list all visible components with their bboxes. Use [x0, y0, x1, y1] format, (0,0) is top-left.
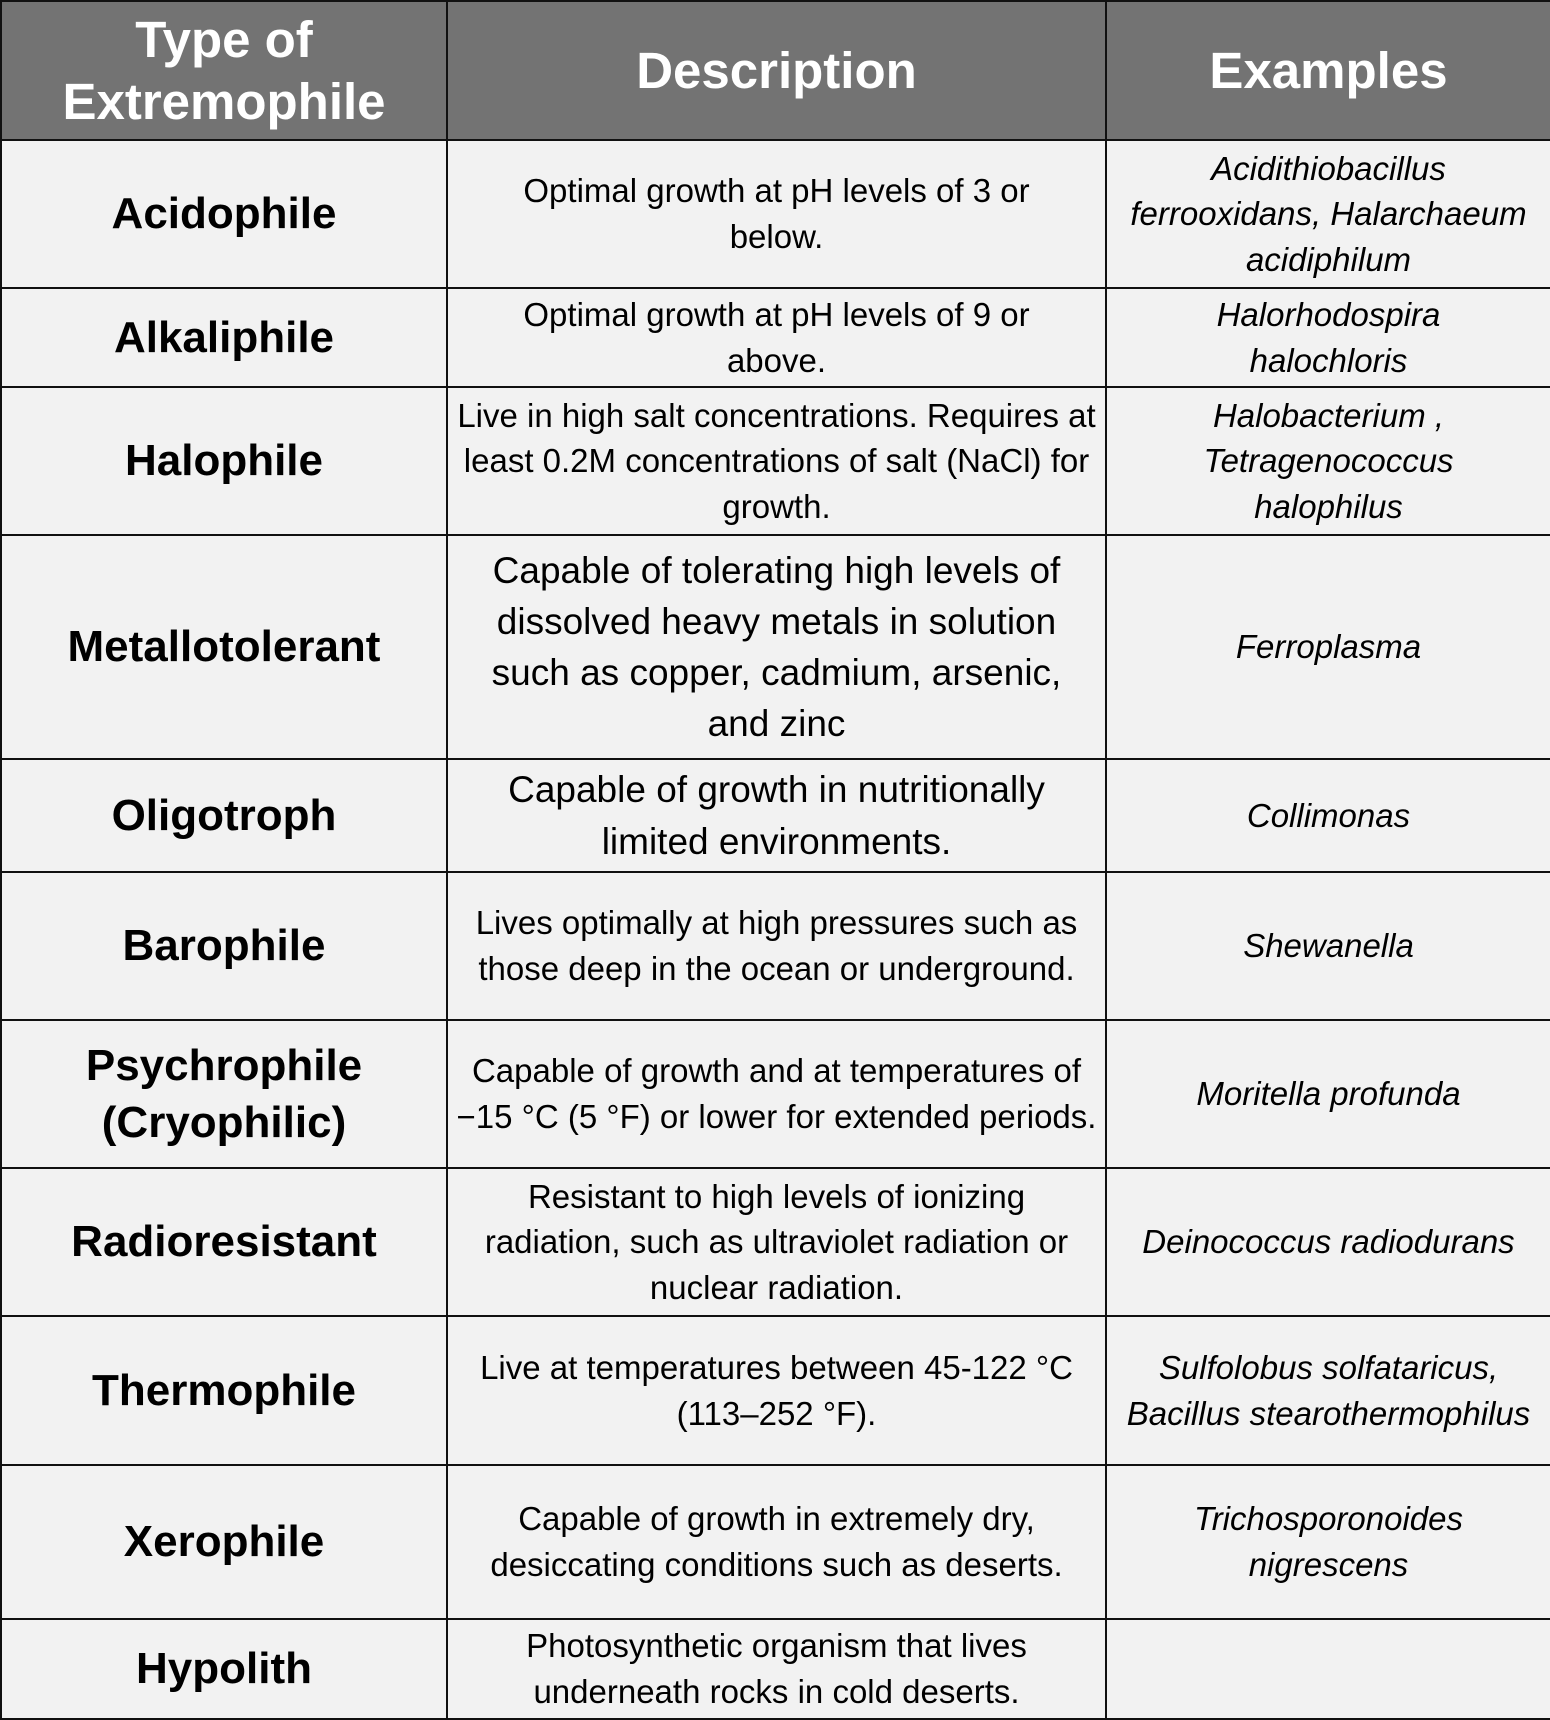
description-cell: Capable of growth in extremely dry, desiccating conditions such as deserts.: [447, 1465, 1106, 1619]
examples-cell: Sulfolobus solfataricus, Bacillus stearothermophilus: [1106, 1316, 1550, 1465]
examples-cell: Trichosporonoides nigrescens: [1106, 1465, 1550, 1619]
examples-cell: Deinococcus radiodurans: [1106, 1168, 1550, 1316]
type-cell: Thermophile: [1, 1316, 447, 1465]
table-row: [1, 387, 1550, 535]
description-cell: Live at temperatures between 45-122 °C (113–252 °F).: [447, 1316, 1106, 1465]
table-row: [1, 759, 1550, 872]
description-cell: Capable of growth and at temperatures of −15 °C (5 °F) or lower for extended periods.: [447, 1020, 1106, 1168]
table-row: [1, 140, 1550, 288]
description-cell: Capable of growth in nutritionally limited environments.: [447, 759, 1106, 872]
examples-cell: Halobacterium , Tetragenococcus halophilus: [1106, 387, 1550, 535]
table-row: [1, 1168, 1550, 1316]
header-examples: Examples: [1106, 1, 1550, 140]
header-description: Description: [447, 1, 1106, 140]
examples-cell: Moritella profunda: [1106, 1020, 1550, 1168]
description-cell: Optimal growth at pH levels of 9 or above.: [447, 288, 1106, 387]
type-cell: Psychrophile (Cryophilic): [1, 1020, 447, 1168]
header-type: Type of Extremophile: [1, 1, 447, 140]
header-row: [1, 1, 1550, 140]
type-cell: Acidophile: [1, 140, 447, 288]
table-row: [1, 1465, 1550, 1619]
description-cell: Resistant to high levels of ionizing radiation, such as ultraviolet radiation or nuclear radiation.: [447, 1168, 1106, 1316]
type-cell: Metallotolerant: [1, 535, 447, 759]
type-cell: Radioresistant: [1, 1168, 447, 1316]
description-cell: Photosynthetic organism that lives underneath rocks in cold deserts.: [447, 1619, 1106, 1719]
examples-cell: Acidithiobacillus ferrooxidans, Halarchaeum acidiphilum: [1106, 140, 1550, 288]
type-cell: Oligotroph: [1, 759, 447, 872]
examples-cell: [1106, 1619, 1550, 1719]
type-cell: Xerophile: [1, 1465, 447, 1619]
examples-cell: Ferroplasma: [1106, 535, 1550, 759]
table-row: [1, 1020, 1550, 1168]
type-cell: Hypolith: [1, 1619, 447, 1719]
type-cell: Barophile: [1, 872, 447, 1020]
type-cell: Halophile: [1, 387, 447, 535]
examples-cell: Shewanella: [1106, 872, 1550, 1020]
table-row: [1, 288, 1550, 387]
description-cell: Live in high salt concentrations. Requires at least 0.2M concentrations of salt (NaCl) for growth.: [447, 387, 1106, 535]
examples-cell: Collimonas: [1106, 759, 1550, 872]
examples-cell: Halorhodospira halochloris: [1106, 288, 1550, 387]
description-cell: Lives optimally at high pressures such as those deep in the ocean or underground.: [447, 872, 1106, 1020]
description-cell: Optimal growth at pH levels of 3 or below.: [447, 140, 1106, 288]
description-cell: Capable of tolerating high levels of dissolved heavy metals in solution such as copper, cadmium, arsenic, and zinc: [447, 535, 1106, 759]
table-row: [1, 872, 1550, 1020]
type-cell: Alkaliphile: [1, 288, 447, 387]
table-row: [1, 1619, 1550, 1719]
table-row: [1, 535, 1550, 759]
table-row: [1, 1316, 1550, 1465]
